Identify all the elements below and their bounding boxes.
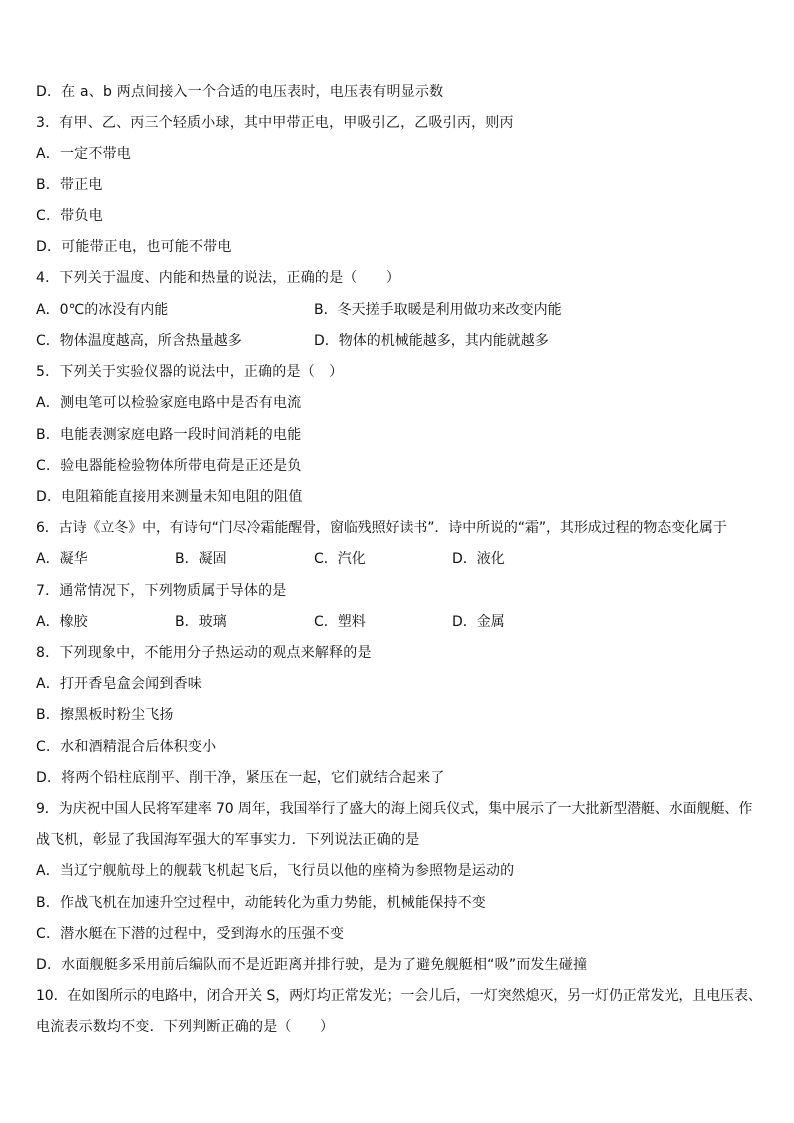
q10-stem-line2: 电流表示数均不变．下列判断正确的是（ ）	[36, 1019, 335, 1035]
q4-option-d: D．物体的机械能越多，其内能就越多	[314, 333, 549, 349]
q8-option-a: A．打开香皂盒会闻到香味	[36, 676, 202, 692]
q8-option-d: D．将两个铅柱底削平、削干净，紧压在一起，它们就结合起来了	[36, 770, 445, 786]
q3-option-a: A．一定不带电	[36, 146, 131, 162]
q3-option-b: B．带正电	[36, 177, 103, 193]
q5-option-b: B．电能表测家庭电路一段时间消耗的电能	[36, 427, 302, 443]
q9-option-b: B．作战飞机在加速升空过程中，动能转化为重力势能，机械能保持不变	[36, 895, 487, 911]
q6-option-c: C．汽化	[314, 551, 366, 567]
q4-option-a: A．0℃的冰没有内能	[36, 302, 169, 318]
q5-option-d: D．电阻箱能直接用来测量未知电阻的阻值	[36, 489, 303, 505]
q5-option-a: A．测电笔可以检验家庭电路中是否有电流	[36, 395, 302, 411]
q9-option-c: C．潜水艇在下潜的过程中，受到海水的压强不变	[36, 926, 345, 942]
q8-option-c: C．水和酒精混合后体积变小	[36, 739, 217, 755]
q8-option-b: B．擦黑板时粉尘飞扬	[36, 707, 174, 723]
q4-stem: 4．下列关于温度、内能和热量的说法，正确的是（ ）	[36, 270, 401, 286]
q7-option-c: C．塑料	[314, 614, 366, 630]
q6-stem: 6．古诗《立冬》中，有诗句“门尽冷霜能醒骨，窗临残照好读书”．诗中所说的“霜”，其形成过程的物态变化属于	[36, 520, 727, 536]
q10-stem-line1: 10．在如图所示的电路中，闭合开关 S，两灯均正常发光；一会儿后，一灯突然熄灭，另一灯仍正常发光，且电压表、	[36, 988, 762, 1004]
q3-option-d: D．可能带正电，也可能不带电	[36, 239, 232, 255]
q2-option-d: D．在 a、b 两点间接入一个合适的电压表时，电压表有明显示数	[36, 84, 444, 100]
q8-stem: 8．下列现象中，不能用分子热运动的观点来解释的是	[36, 645, 372, 661]
q5-option-c: C．验电器能检验物体所带电荷是正还是负	[36, 458, 302, 474]
q9-option-d: D．水面舰艇多采用前后编队而不是近距离并排行驶，是为了避免舰艇相“吸”而发生碰撞	[36, 957, 588, 973]
q3-stem: 3．有甲、乙、丙三个轻质小球，其中甲带正电，甲吸引乙，乙吸引丙，则丙	[36, 115, 514, 131]
q9-stem-line2: 战飞机，彰显了我国海军强大的军事实力．下列说法正确的是	[36, 832, 420, 848]
q7-option-d: D．金属	[452, 614, 505, 630]
q3-option-c: C．带负电	[36, 208, 103, 224]
q4-option-c: C．物体温度越高，所含热量越多	[36, 333, 242, 349]
q7-option-b: B．玻璃	[175, 614, 227, 630]
q6-option-d: D．液化	[452, 551, 505, 567]
q4-option-b: B．冬天搓手取暖是利用做功来改变内能	[314, 302, 562, 318]
q7-stem: 7．通常情况下，下列物质属于导体的是	[36, 583, 287, 599]
q7-option-a: A．橡胶	[36, 614, 88, 630]
q6-option-a: A．凝华	[36, 551, 88, 567]
q9-stem-line1: 9．为庆祝中国人民将军建率 70 周年，我国举行了盛大的海上阅兵仪式，集中展示了一大批新型潜艇、水面舰艇、作	[36, 801, 753, 817]
q9-option-a: A．当辽宁舰航母上的舰载飞机起飞后，飞行员以他的座椅为参照物是运动的	[36, 863, 515, 879]
q5-stem: 5．下列关于实验仪器的说法中，正确的是（ ）	[36, 364, 344, 380]
q6-option-b: B．凝固	[175, 551, 227, 567]
